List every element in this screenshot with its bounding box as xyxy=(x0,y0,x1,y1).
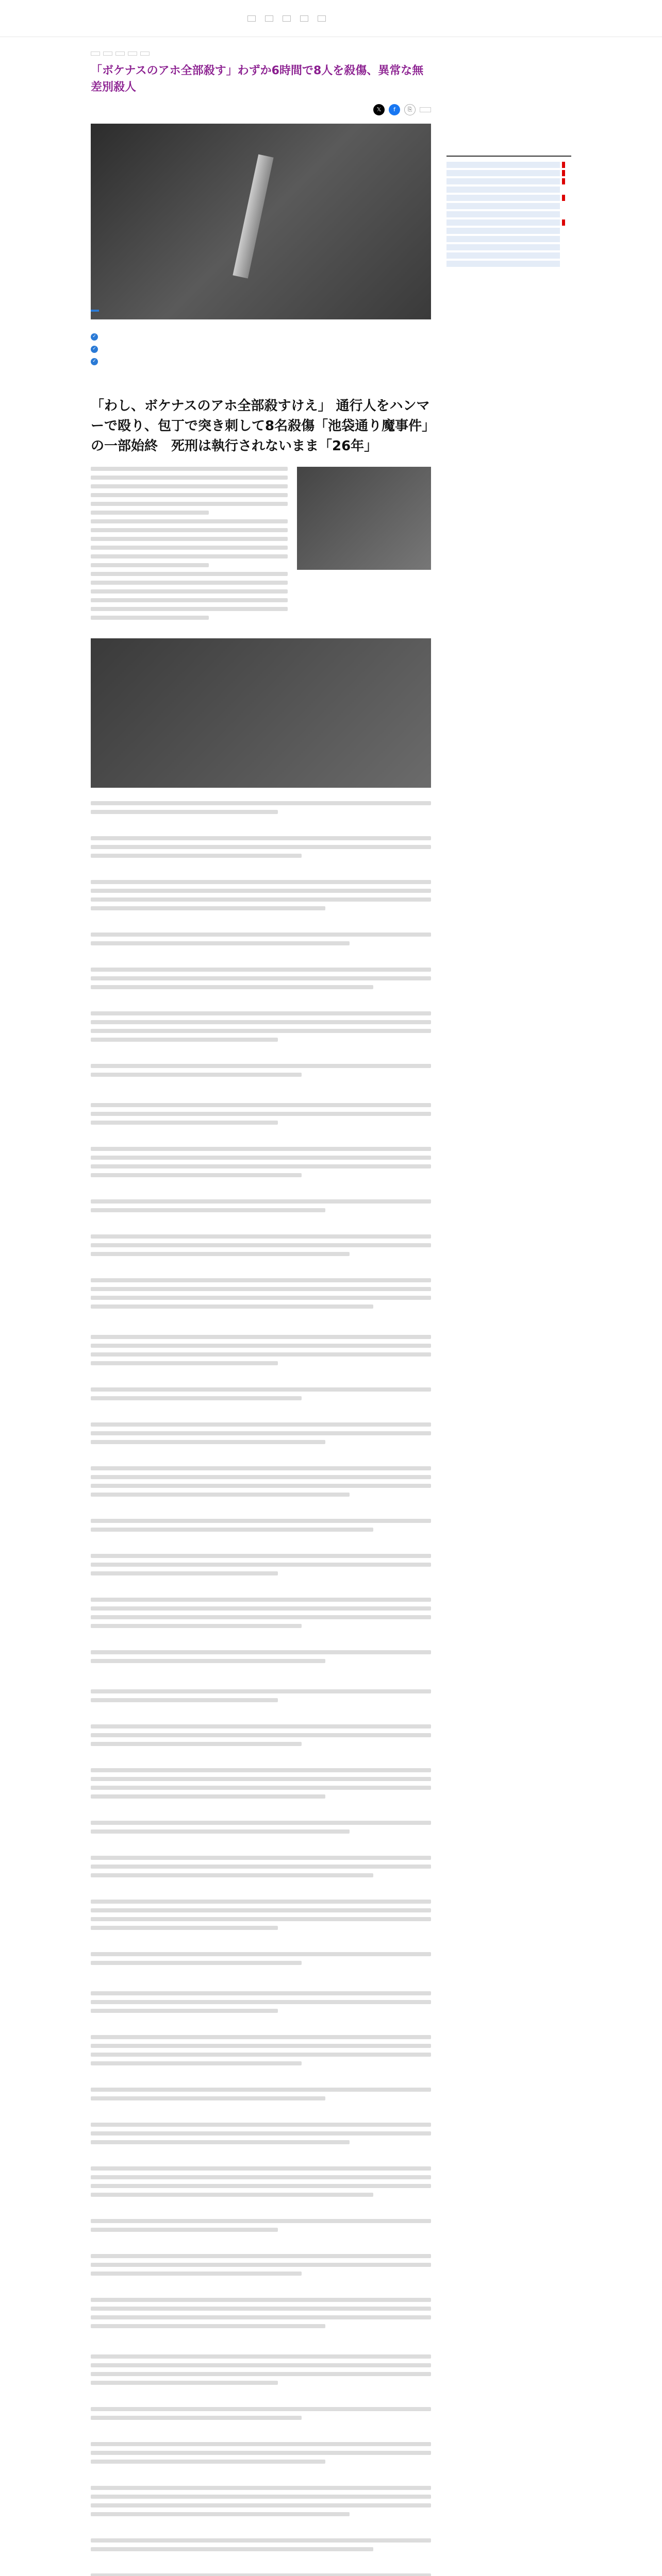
text-line xyxy=(91,1073,302,1077)
text-line xyxy=(91,1865,431,1869)
text-line xyxy=(91,836,431,840)
text-line xyxy=(91,2053,431,2057)
category-tags xyxy=(91,52,571,56)
text-line xyxy=(91,2228,278,2232)
text-line xyxy=(91,2486,431,2490)
sidebar-news-item[interactable] xyxy=(446,170,571,176)
text-line xyxy=(91,880,431,884)
hero-image xyxy=(91,124,431,319)
paragraph xyxy=(91,2088,431,2113)
text-line xyxy=(91,2573,431,2576)
text-line xyxy=(91,2381,278,2385)
check-icon: ✓ xyxy=(91,358,98,365)
nav-item[interactable] xyxy=(247,15,256,22)
nav-item[interactable] xyxy=(283,15,291,22)
paragraph xyxy=(91,880,431,923)
text-line xyxy=(91,1794,325,1799)
text-line xyxy=(91,607,288,611)
text-line xyxy=(91,1615,431,1619)
sidebar-news-item[interactable] xyxy=(446,244,571,250)
text-line xyxy=(91,2272,302,2276)
sidebar-news-text xyxy=(446,252,560,259)
text-line xyxy=(91,2451,431,2455)
text-line xyxy=(91,1352,431,1357)
text-line xyxy=(91,589,288,594)
sidebar-news-item[interactable] xyxy=(446,178,571,184)
text-line xyxy=(91,941,350,945)
text-line xyxy=(91,1571,278,1575)
paragraph xyxy=(91,1991,431,2026)
text-line xyxy=(91,1606,431,1611)
sidebar-news-text xyxy=(446,211,560,217)
check-icon: ✓ xyxy=(91,346,98,353)
sidebar-news-text xyxy=(446,236,560,242)
paragraph xyxy=(91,1387,431,1413)
text-line xyxy=(91,1287,431,1291)
text-line xyxy=(91,1528,373,1532)
text-line xyxy=(91,493,288,497)
text-line xyxy=(91,1821,431,1825)
new-badge xyxy=(562,219,565,226)
summary-item xyxy=(91,333,431,341)
paragraph xyxy=(91,1466,431,1510)
read-later-button[interactable] xyxy=(420,107,431,112)
article-meta xyxy=(91,104,431,115)
text-line xyxy=(91,1199,431,1204)
new-badge xyxy=(562,195,565,201)
text-line xyxy=(91,2000,431,2004)
paragraph xyxy=(91,2442,431,2477)
paragraph xyxy=(91,2486,431,2529)
share-buttons xyxy=(373,104,431,115)
text-line xyxy=(91,1742,302,1746)
paragraph xyxy=(91,1278,431,1321)
article-sections xyxy=(91,801,431,2576)
check-icon: ✓ xyxy=(91,333,98,341)
text-line xyxy=(91,528,288,532)
text-line xyxy=(91,1112,431,1116)
text-line xyxy=(91,1650,431,1654)
text-line xyxy=(91,1029,431,1033)
text-line xyxy=(91,1304,373,1309)
sidebar-news-item[interactable] xyxy=(446,187,571,193)
text-line xyxy=(91,598,288,602)
text-line xyxy=(91,2088,431,2092)
text-line xyxy=(91,2044,431,2048)
text-line xyxy=(91,616,209,620)
text-line xyxy=(91,1278,431,1282)
category-tag[interactable] xyxy=(91,52,100,56)
text-line xyxy=(91,2315,431,2319)
paragraph xyxy=(91,1724,431,1759)
text-line xyxy=(91,985,373,989)
text-line xyxy=(91,1344,431,1348)
text-line xyxy=(91,1598,431,1602)
text-line xyxy=(91,968,431,972)
article-body xyxy=(91,467,288,620)
paragraph xyxy=(91,1856,431,1890)
text-line xyxy=(91,484,288,488)
text-line xyxy=(91,2166,431,2171)
text-line xyxy=(91,1147,431,1151)
paragraph xyxy=(91,1103,431,1138)
sidebar-list xyxy=(446,162,571,267)
text-line xyxy=(91,1856,431,1860)
text-line xyxy=(91,2495,431,2499)
paragraph xyxy=(91,2538,431,2564)
category-tag[interactable] xyxy=(115,52,125,56)
sidebar xyxy=(446,96,571,2576)
text-line xyxy=(91,467,288,471)
sidebar-news-text xyxy=(446,195,560,201)
text-line xyxy=(91,1466,431,1470)
sidebar-news-item[interactable] xyxy=(446,195,571,201)
article-header xyxy=(0,37,662,96)
text-line xyxy=(91,519,288,523)
category-tag[interactable] xyxy=(140,52,150,56)
category-tag[interactable] xyxy=(103,52,112,56)
sidebar-news-text xyxy=(446,261,560,267)
text-line xyxy=(91,2307,431,2311)
paragraph xyxy=(91,2035,431,2078)
text-line xyxy=(91,1422,431,1427)
paragraph xyxy=(91,836,431,871)
text-line xyxy=(91,1475,431,1479)
text-line xyxy=(91,1926,278,1930)
text-line xyxy=(91,2460,325,2464)
nav-item[interactable] xyxy=(318,15,326,22)
text-line xyxy=(91,581,288,585)
text-line xyxy=(91,1768,431,1772)
paragraph xyxy=(91,2298,431,2341)
text-line xyxy=(91,2547,373,2551)
paragraph xyxy=(91,1335,431,1378)
summary-item xyxy=(91,346,431,353)
text-line xyxy=(91,563,209,567)
text-line xyxy=(91,1431,431,1435)
text-line xyxy=(91,1103,431,1107)
text-line xyxy=(91,1164,431,1168)
text-line xyxy=(91,1011,431,1015)
text-line xyxy=(91,1156,431,1160)
sidebar-news-item[interactable] xyxy=(446,236,571,242)
text-line xyxy=(91,1121,278,1125)
page-title: 「ボケナスのアホ全部殺す」わずか6時間で8人を殺傷、異常な無差別殺人 xyxy=(91,64,424,94)
paragraph xyxy=(91,1768,431,1811)
text-line xyxy=(91,976,431,980)
text-line xyxy=(91,1908,431,1912)
text-line xyxy=(91,537,288,541)
text-line xyxy=(91,1243,431,1247)
text-line xyxy=(91,1961,302,1965)
summary-list xyxy=(91,333,431,365)
paragraph xyxy=(91,1554,431,1588)
paragraph xyxy=(91,2123,431,2157)
text-line xyxy=(91,854,302,858)
link-copy-icon[interactable]: ⎘ xyxy=(404,104,416,115)
text-line xyxy=(91,1252,350,1256)
text-line xyxy=(91,1733,431,1737)
text-line xyxy=(91,1952,431,1956)
text-line xyxy=(91,1917,431,1921)
text-line xyxy=(91,897,431,902)
text-line xyxy=(91,1554,431,1558)
category-tag[interactable] xyxy=(128,52,137,56)
paragraph xyxy=(91,2166,431,2210)
sidebar-news-item[interactable] xyxy=(446,211,571,217)
text-line xyxy=(91,1624,302,1628)
paragraph xyxy=(91,2573,431,2576)
sidebar-news-text xyxy=(446,219,560,226)
text-line xyxy=(91,1208,325,1212)
text-line xyxy=(91,2123,431,2127)
text-line xyxy=(91,546,288,550)
text-line xyxy=(91,906,325,910)
paragraph xyxy=(91,1064,431,1090)
new-badge xyxy=(562,170,565,176)
text-line xyxy=(91,2372,431,2376)
text-line xyxy=(91,2354,431,2359)
text-line xyxy=(91,511,209,515)
paragraph xyxy=(91,1821,431,1846)
inline-photo xyxy=(297,467,431,570)
top-navigation xyxy=(247,15,326,22)
summary-item xyxy=(91,358,431,365)
sidebar-news-text xyxy=(446,170,560,176)
text-line xyxy=(91,2324,325,2328)
sidebar-news-text xyxy=(446,203,560,209)
text-line xyxy=(91,554,288,558)
text-line xyxy=(91,502,288,506)
text-line xyxy=(91,1698,278,1702)
text-line xyxy=(91,1689,431,1693)
sidebar-news-text xyxy=(446,228,560,234)
text-line xyxy=(91,2140,350,2144)
article-subtitle: 「わし、ボケナスのアホ全部殺すけえ」 通行人をハンマーで殴り、包丁で突き刺して8名殺傷「池袋通り魔事件」の一部始終 死刑は執行されないまま「26年」 xyxy=(91,398,430,454)
text-line xyxy=(91,1786,431,1790)
paragraph xyxy=(91,1519,431,1545)
text-line xyxy=(91,1335,431,1339)
text-line xyxy=(91,801,431,805)
text-line xyxy=(91,572,288,576)
text-line xyxy=(91,1064,431,1068)
paragraph xyxy=(91,2407,431,2433)
paragraph xyxy=(91,1689,431,1715)
text-line xyxy=(91,2219,431,2223)
text-line xyxy=(91,1724,431,1728)
text-line xyxy=(91,2363,431,2367)
text-line xyxy=(91,1563,431,1567)
x-share-icon[interactable]: 𝕏 xyxy=(373,104,385,115)
new-badge xyxy=(562,178,565,184)
sidebar-title xyxy=(446,152,571,157)
text-line xyxy=(91,2009,278,2013)
paragraph xyxy=(91,2354,431,2398)
text-line xyxy=(91,2193,373,2197)
text-line xyxy=(91,1173,302,1177)
text-line xyxy=(91,2035,431,2039)
nav-item[interactable] xyxy=(265,15,273,22)
text-line xyxy=(91,2175,431,2179)
text-line xyxy=(91,2407,431,2411)
sidebar-news-text xyxy=(446,178,560,184)
text-line xyxy=(91,2503,431,2507)
text-line xyxy=(91,810,278,814)
text-line xyxy=(91,845,431,849)
text-line xyxy=(91,1234,431,1239)
text-line xyxy=(91,2254,431,2258)
paragraph xyxy=(91,1422,431,1457)
sidebar-news-text xyxy=(446,162,560,168)
paragraph xyxy=(91,1650,431,1676)
sidebar-news-text xyxy=(446,187,560,193)
text-line xyxy=(91,1020,431,1024)
sidebar-news-item[interactable] xyxy=(446,252,571,259)
top-bar xyxy=(0,0,662,37)
text-line xyxy=(91,1519,431,1523)
text-line xyxy=(91,1493,350,1497)
wide-photo xyxy=(91,638,431,788)
sidebar-news-text xyxy=(446,244,560,250)
text-line xyxy=(91,1777,431,1781)
paragraph xyxy=(91,1199,431,1225)
text-line xyxy=(91,2131,431,2136)
text-line xyxy=(91,2442,431,2446)
photo-badge xyxy=(91,310,99,312)
sidebar-news-item[interactable] xyxy=(446,162,571,168)
text-line xyxy=(91,1396,302,1400)
paragraph xyxy=(91,2219,431,2245)
text-line xyxy=(91,1361,278,1365)
text-line xyxy=(91,1387,431,1392)
sidebar-news-item[interactable] xyxy=(446,203,571,209)
text-line xyxy=(91,889,431,893)
paragraph xyxy=(91,2254,431,2289)
paragraph xyxy=(91,933,431,958)
sidebar-news-item[interactable] xyxy=(446,261,571,267)
paragraph xyxy=(91,1900,431,1943)
text-line xyxy=(91,933,431,937)
new-badge xyxy=(562,162,565,168)
text-line xyxy=(91,2512,350,2516)
text-line xyxy=(91,2184,431,2188)
paragraph xyxy=(91,968,431,1002)
knife-graphic xyxy=(233,154,273,278)
paragraph xyxy=(91,1147,431,1190)
text-line xyxy=(91,1829,350,1834)
paragraph xyxy=(91,1952,431,1978)
text-line xyxy=(91,476,288,480)
text-line xyxy=(91,1296,431,1300)
text-line xyxy=(91,1991,431,1995)
sidebar-news-item[interactable] xyxy=(446,219,571,226)
text-line xyxy=(91,1038,278,1042)
paragraph xyxy=(91,801,431,827)
paragraph xyxy=(91,1598,431,1641)
text-line xyxy=(91,1484,431,1488)
facebook-share-icon[interactable]: f xyxy=(389,104,400,115)
paragraph xyxy=(91,1234,431,1269)
text-line xyxy=(91,1900,431,1904)
text-line xyxy=(91,1873,373,1877)
text-line xyxy=(91,2538,431,2543)
text-line xyxy=(91,1659,325,1663)
text-line xyxy=(91,2061,302,2065)
text-line xyxy=(91,1440,325,1444)
sidebar-news-item[interactable] xyxy=(446,228,571,234)
nav-item[interactable] xyxy=(300,15,308,22)
article-main xyxy=(91,96,431,2576)
text-line xyxy=(91,2298,431,2302)
text-line xyxy=(91,2096,325,2100)
text-line xyxy=(91,2416,302,2420)
text-line xyxy=(91,2263,431,2267)
paragraph xyxy=(91,1011,431,1055)
